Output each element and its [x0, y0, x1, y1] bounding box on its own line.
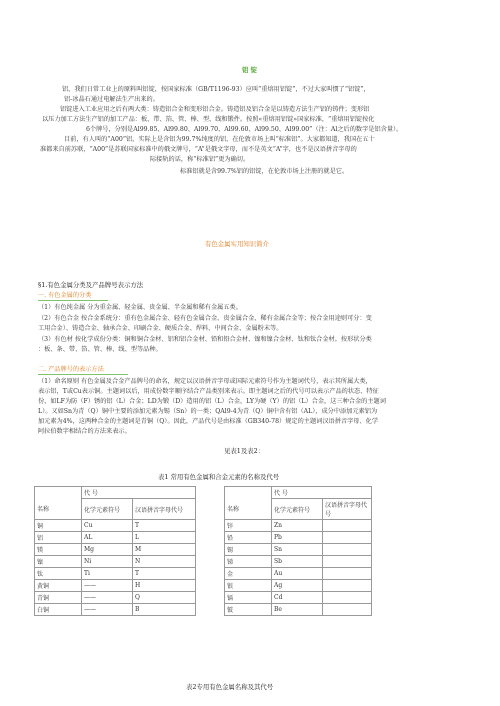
intro-line: 以压力加工方法生产铝的加工产品：板、带、箔、管、棒、型、线和锻件。按照«重熔用铝锭»国家标准，“重熔用铝锭按化 [42, 116, 375, 123]
body-line: （3）有色材 按化学成份分类：铜和铜合金材、铝和铝合金材、铅和铅合金材、镍和镍合金材、钛和钛合金材。按形状分类 [38, 336, 372, 343]
table1-left [34, 486, 196, 616]
table-cell: 镁 [35, 544, 82, 556]
intro-line: 目前，有人叫的“A00”铝，实际上是含铝为99.7%纯度的铝，在伦敦市场上叫“标准铝”。大家都知道，我国在五十 [64, 136, 375, 143]
intro-line: 际接轨的话，称“标准铝”更为确切。 [150, 156, 250, 163]
table-cell: 铜 [35, 520, 82, 532]
table2-caption: 表2专用有色金属名称及其代号 [186, 683, 274, 691]
body-line: 阿拉伯数字相结合的方法来表示。 [38, 428, 131, 435]
table-cell: —— [82, 592, 133, 604]
table-cell: T [133, 520, 196, 532]
table-cell [323, 532, 372, 544]
table-row [35, 568, 196, 580]
table-cell [35, 487, 82, 499]
body-line: 工用合金）、铸造合金、轴承合金、印刷合金、硬质合金、焊料、中间合金、金属粉末等。 [38, 325, 283, 332]
body-line: （1）有色纯金属 分为重金属、轻金属、贵金属、半金属和稀有金属五类。 [38, 304, 242, 311]
table-cell: 铍 [225, 604, 272, 616]
table-cell [323, 556, 372, 568]
doc-title: 铝 锭 [242, 66, 258, 74]
col-code-header: 代 号 [82, 487, 196, 499]
table-row [225, 592, 372, 604]
body-line: 份，如LF为防（F）锈的铝（L）合金；LD为锻（D）造用的铝（L）合金，LY为硬（Y）的铝（L）合金，这三种合金的主题词 [38, 398, 386, 405]
table-cell: B [133, 604, 196, 616]
subsection-underline [38, 300, 108, 301]
table-cell: Mg [82, 544, 133, 556]
table-row [225, 556, 372, 568]
table-row [225, 544, 372, 556]
col-pinyin-header: 汉语拼音字母代号 [323, 499, 372, 520]
body-line: 加元素为4%，这两种合金的主题词是青铜（Q）。因此，产品代号是由标准（GB340-78）规定的主题词汉语拼音字母、化学 [38, 418, 379, 425]
table-cell: Be [272, 604, 323, 616]
table1-right [224, 486, 372, 616]
table-cell: N [133, 556, 196, 568]
table-cell: 银 [225, 580, 272, 592]
section-heading: §1.有色金属分类及产品牌号表示方法 [38, 281, 144, 289]
intro-line: 铝，我们日常工业上的原料叫铝锭，按国家标准（GB/T1196-93）应叫“重熔用铝锭”，不过大家叫惯了“铝锭”， [62, 86, 370, 93]
table-cell [323, 580, 372, 592]
table1-caption: 表1 常用有色金属和合金元素的名称及代号 [158, 473, 280, 481]
table-cell [323, 568, 372, 580]
table-cell: Ag [272, 580, 323, 592]
col-name-header: 名称 [225, 499, 272, 520]
table-cell: Sn [272, 544, 323, 556]
table-cell: L [133, 532, 196, 544]
table-cell: 锑 [225, 556, 272, 568]
intro-line: 铝锭进入工业应用之后有两大类：铸造铝合金和变形铝合金。铸造铝及铝合金是以铸造方法生产铝的铸件；变形铝 [60, 106, 370, 113]
table-cell [225, 487, 272, 499]
intro-line: 标准铝就是含99.7%铝的铝锭，在伦敦市场上注册的就是它。 [180, 168, 349, 175]
table-cell: Pb [272, 532, 323, 544]
table-cell: 铅 [225, 532, 272, 544]
table-row [225, 520, 372, 532]
subsection-heading: 二. 产品牌号的表示方法 [38, 366, 104, 373]
section-title: 有色金属实用知识简介 [205, 240, 269, 248]
body-line: L）。又如Sn为青（Q）铜中主要的添加元素为锡（Sn）的一类；QAl9-4为青（Q）铜中含有铝（AL），成分中添加元素铝为 [38, 408, 378, 415]
table-cell: Ti [82, 568, 133, 580]
col-chem-header: 化学元素符号 [82, 499, 133, 520]
subsection-underline [38, 374, 128, 375]
table-cell [323, 592, 372, 604]
table-row [225, 580, 372, 592]
intro-line: 6个牌号，分别是Al99.85、Al99.80、Al99.70、Al99.60、Al99.50、Al99.00”（注：Al之后的数字是铝含量）。 [86, 126, 403, 133]
body-line: （1）命名原则 有色金属及合金产品牌号的命名，规定以汉语拼音字母或国际元素符号作为主题词代号，表示其所属大类， [38, 378, 372, 385]
table-cell: Au [272, 568, 323, 580]
table-cell: 钛 [35, 568, 82, 580]
body-line: （2）有色合金 按合金系统分：重有色金属合金、轻有色金属合金、贵金属合金、稀有金属合金等；按合金用途则可分：变 [38, 315, 372, 322]
table-cell: 金 [225, 568, 272, 580]
table-cell: T [133, 568, 196, 580]
table-cell [323, 604, 372, 616]
table-row [35, 604, 196, 616]
table-cell: —— [82, 604, 133, 616]
table-cell: H [133, 580, 196, 592]
body-line: 表示铝，T或Cu表示铜。主题词以后，用成份数字顺序结合产品类别来表示。即主题词之后的代号可以表示产品的状态、特征 [38, 388, 379, 395]
table-row [225, 604, 372, 616]
table-row [35, 520, 196, 532]
table-cell: —— [82, 580, 133, 592]
col-name-header: 名称 [35, 499, 82, 520]
table-cell: Ni [82, 556, 133, 568]
table-row [35, 592, 196, 604]
table-row [35, 544, 196, 556]
table-row [225, 532, 372, 544]
table-row [35, 556, 196, 568]
table-cell: M [133, 544, 196, 556]
table-cell: AL [82, 532, 133, 544]
col-chem-header: 化学元素符号 [272, 499, 323, 520]
subsection-heading: 一. 有色金属的分类 [38, 292, 92, 299]
table-cell: 镍 [35, 556, 82, 568]
table-cell [323, 544, 372, 556]
see-tables-note: 见表1及表2： [224, 447, 265, 455]
table-cell: Zn [272, 520, 323, 532]
table-cell: 锡 [225, 544, 272, 556]
table-row [225, 568, 372, 580]
table-cell: 青铜 [35, 592, 82, 604]
body-line: ：板、条、带、箔、管、棒、线、型等品种。 [38, 346, 162, 353]
table-cell: Sb [272, 556, 323, 568]
col-code-header: 代 号 [272, 487, 372, 499]
table-row [35, 580, 196, 592]
table-cell: Cu [82, 520, 133, 532]
intro-line: 准都来自前苏联，“A00”是苏联国家标准中的俄文牌号，“A”是俄文字母，而不是英文“A”字，也不是汉语拼音字母的 [40, 146, 357, 153]
intro-line: 铝-冰晶石通过电解法生产出来的。 [64, 96, 159, 103]
table-cell: 镉 [225, 592, 272, 604]
table-cell: Q [133, 592, 196, 604]
table-cell: 白铜 [35, 604, 82, 616]
col-pinyin-header: 汉语拼音字母代号 [133, 499, 196, 520]
table-cell: Cd [272, 592, 323, 604]
table-cell: 锌 [225, 520, 272, 532]
table-cell: 黄铜 [35, 580, 82, 592]
table-cell: 铝 [35, 532, 82, 544]
table-row [35, 532, 196, 544]
table-cell [323, 520, 372, 532]
